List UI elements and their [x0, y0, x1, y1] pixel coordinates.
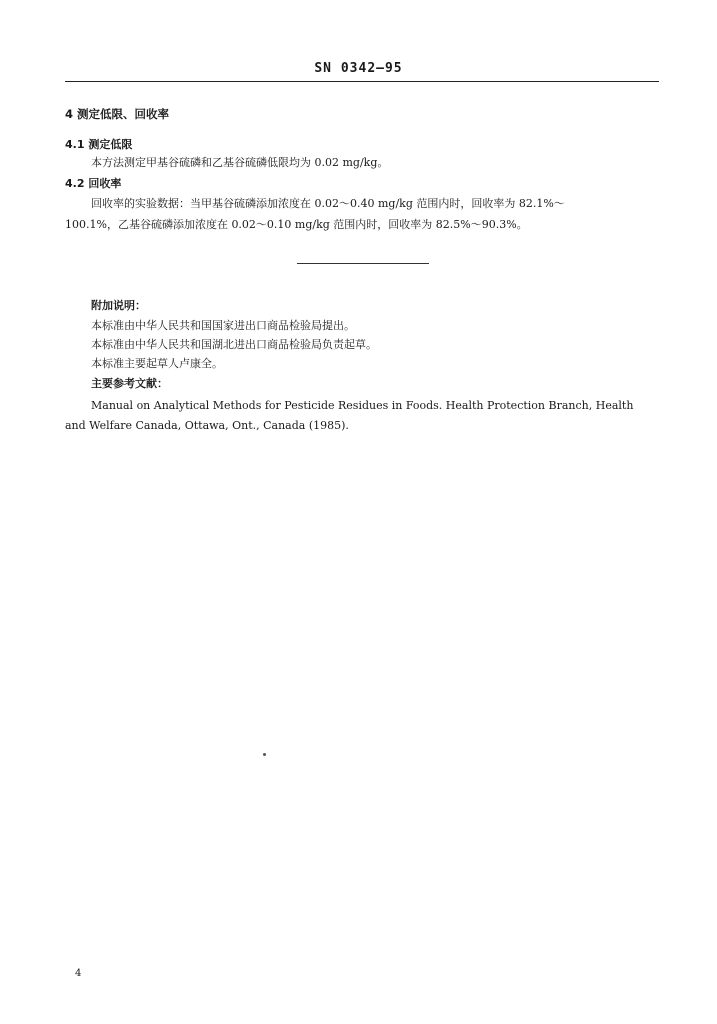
- appendix-line-2: 本标准由中华人民共和国湖北进出口商品检验局负责起草。: [91, 338, 377, 351]
- header-rule: [65, 81, 659, 82]
- reference-line-1: Manual on Analytical Methods for Pesticide Residues in Foods. Health Protection Branch, Health: [91, 399, 634, 412]
- section-4-2-heading: 4.2 回收率: [65, 177, 122, 190]
- section-4-heading: 4 测定低限、回收率: [65, 107, 170, 121]
- section-4-2-text-line2: 100.1%，乙基谷硫磷添加浓度在 0.02～0.10 mg/kg 范围内时，回收率为 82.5%～90.3%。: [65, 218, 528, 231]
- page-number: 4: [75, 968, 82, 979]
- section-4-2-text-line1: 回收率的实验数据：当甲基谷硫磷添加浓度在 0.02～0.40 mg/kg 范围内时，回收率为 82.1%～: [91, 197, 565, 210]
- appendix-title: 附加说明：: [91, 299, 146, 312]
- appendix-line-1: 本标准由中华人民共和国国家进出口商品检验局提出。: [91, 319, 355, 332]
- section-4-1-text: 本方法测定甲基谷硫磷和乙基谷硫磷低限均为 0.02 mg/kg。: [91, 156, 389, 169]
- appendix-line-3: 本标准主要起草人卢康全。: [91, 357, 223, 370]
- section-4-1-heading: 4.1 测定低限: [65, 138, 133, 151]
- section-divider: [297, 263, 429, 264]
- standard-number-header: SN 0342—95: [314, 61, 403, 76]
- references-title: 主要参考文献：: [91, 377, 168, 390]
- reference-line-2: and Welfare Canada, Ottawa, Ont., Canada (1985).: [65, 419, 349, 432]
- scan-speck: [263, 753, 266, 756]
